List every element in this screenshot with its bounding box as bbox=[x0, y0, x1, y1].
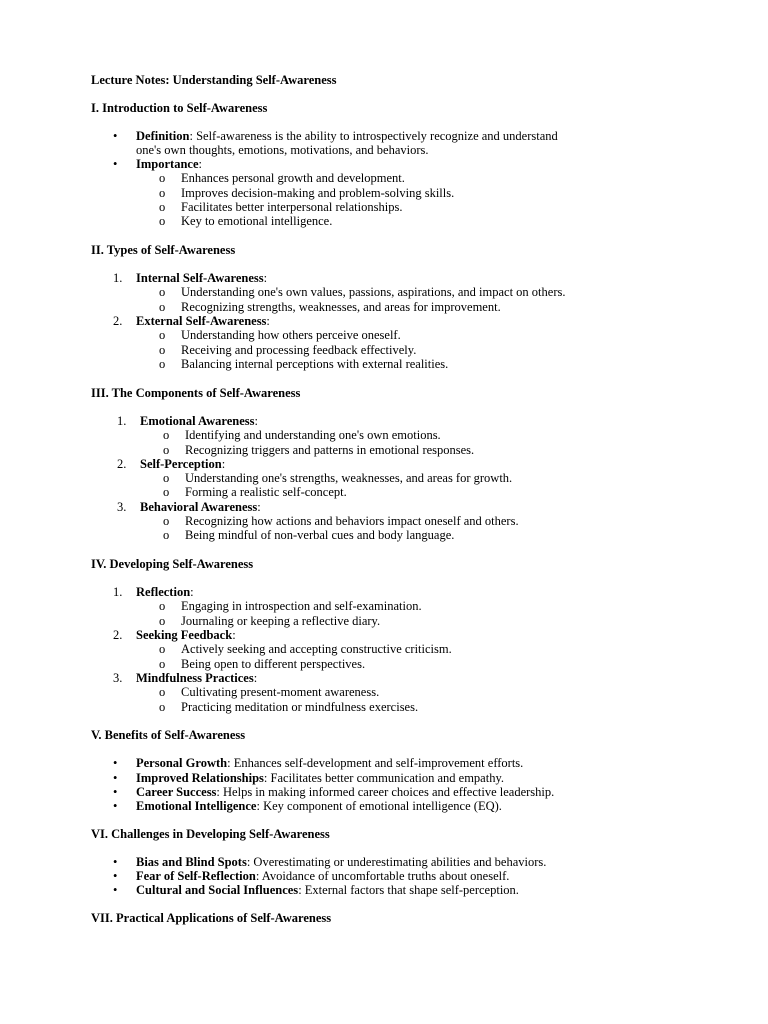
list-item bbox=[136, 756, 523, 770]
item-term: Cultural and Social Influences bbox=[136, 883, 299, 897]
item-term: Emotional Intelligence bbox=[136, 799, 257, 813]
bullet-circle: o bbox=[159, 171, 166, 185]
bullet-circle: o bbox=[159, 186, 166, 200]
item-text: : bbox=[232, 628, 236, 642]
bullet-disc: • bbox=[113, 883, 118, 897]
item-term: Seeking Feedback bbox=[136, 628, 233, 642]
list-number: 1. bbox=[113, 585, 123, 599]
item-text: : bbox=[198, 157, 202, 171]
item-text: : External factors that shape self-perception. bbox=[298, 883, 519, 897]
list-item bbox=[136, 585, 194, 599]
sub-item: Forming a realistic self-concept. bbox=[185, 485, 347, 499]
bullet-circle: o bbox=[163, 528, 170, 542]
sub-item: Engaging in introspection and self-examination. bbox=[181, 599, 422, 613]
list-number: 2. bbox=[113, 628, 123, 642]
section-heading-5: V. Benefits of Self-Awareness bbox=[91, 728, 246, 742]
bullet-disc: • bbox=[113, 869, 118, 883]
list-number: 3. bbox=[113, 671, 123, 685]
bullet-circle: o bbox=[163, 443, 170, 457]
sub-item: Balancing internal perceptions with external realities. bbox=[181, 357, 449, 371]
item-term: Behavioral Awareness bbox=[140, 500, 258, 514]
list-item bbox=[136, 869, 509, 883]
sub-item: Being open to different perspectives. bbox=[181, 657, 366, 671]
item-term: External Self-Awareness bbox=[136, 314, 267, 328]
item-term: Self-Perception bbox=[140, 457, 222, 471]
bullet-circle: o bbox=[159, 642, 166, 656]
section-heading-1: I. Introduction to Self-Awareness bbox=[91, 101, 268, 115]
bullet-disc: • bbox=[113, 855, 118, 869]
list-item bbox=[136, 883, 519, 897]
page-title: Lecture Notes: Understanding Self-Awareness bbox=[91, 73, 337, 87]
bullet-disc: • bbox=[113, 799, 118, 813]
section-heading-2: II. Types of Self-Awareness bbox=[91, 243, 236, 257]
list-item bbox=[140, 457, 225, 471]
item-text: : bbox=[190, 585, 194, 599]
bullet-circle: o bbox=[163, 514, 170, 528]
bullet-disc: • bbox=[113, 771, 118, 785]
list-item bbox=[136, 271, 267, 285]
item-term: Internal Self-Awareness bbox=[136, 271, 264, 285]
bullet-circle: o bbox=[159, 328, 166, 342]
list-item bbox=[136, 771, 504, 785]
list-item bbox=[136, 628, 236, 642]
list-item bbox=[136, 799, 502, 813]
bullet-circle: o bbox=[163, 428, 170, 442]
sub-item: Journaling or keeping a reflective diary. bbox=[181, 614, 381, 628]
bullet-disc: • bbox=[113, 756, 118, 770]
list-number: 3. bbox=[117, 500, 127, 514]
sub-item: Facilitates better interpersonal relationships. bbox=[181, 200, 403, 214]
item-text: : Key component of emotional intelligence (EQ). bbox=[256, 799, 502, 813]
item-text: : Helps in making informed career choices and effective leadership. bbox=[216, 785, 555, 799]
bullet-circle: o bbox=[159, 200, 166, 214]
item-term: Importance bbox=[136, 157, 199, 171]
item-term: Personal Growth bbox=[136, 756, 228, 770]
item-text: : Facilitates better communication and empathy. bbox=[263, 771, 505, 785]
bullet-circle: o bbox=[159, 214, 166, 228]
list-number: 1. bbox=[117, 414, 127, 428]
bullet-circle: o bbox=[159, 685, 166, 699]
list-item bbox=[136, 129, 558, 143]
item-term: Emotional Awareness bbox=[140, 414, 255, 428]
bullet-circle: o bbox=[159, 700, 166, 714]
sub-item: Understanding one's strengths, weaknesses, and areas for growth. bbox=[185, 471, 513, 485]
sub-item: Practicing meditation or mindfulness exercises. bbox=[181, 700, 419, 714]
sub-item: Key to emotional intelligence. bbox=[181, 214, 333, 228]
item-term: Reflection bbox=[136, 585, 191, 599]
item-text: : bbox=[257, 500, 261, 514]
bullet-circle: o bbox=[159, 599, 166, 613]
section-heading-4: IV. Developing Self-Awareness bbox=[91, 557, 254, 571]
list-number: 1. bbox=[113, 271, 123, 285]
bullet-circle: o bbox=[159, 357, 166, 371]
list-number: 2. bbox=[113, 314, 123, 328]
list-item bbox=[140, 414, 258, 428]
item-text: : Overestimating or underestimating abilities and behaviors. bbox=[246, 855, 547, 869]
sub-item: Receiving and processing feedback effectively. bbox=[181, 343, 417, 357]
item-term: Mindfulness Practices bbox=[136, 671, 254, 685]
item-text: : Avoidance of uncomfortable truths about oneself. bbox=[255, 869, 510, 883]
sub-item: Understanding how others perceive oneself. bbox=[181, 328, 401, 342]
item-term: Definition bbox=[136, 129, 190, 143]
item-text: : bbox=[253, 671, 258, 685]
bullet-disc: • bbox=[113, 785, 118, 799]
item-text: : bbox=[263, 271, 268, 285]
list-item bbox=[136, 314, 270, 328]
sub-item: Improves decision-making and problem-solving skills. bbox=[181, 186, 455, 200]
section-heading-3: III. The Components of Self-Awareness bbox=[91, 386, 301, 400]
item-text: : bbox=[221, 457, 226, 471]
list-item bbox=[136, 785, 554, 799]
bullet-disc: • bbox=[113, 129, 118, 143]
item-text: : Enhances self-development and self-improvement efforts. bbox=[227, 756, 524, 770]
item-term: Bias and Blind Spots bbox=[136, 855, 247, 869]
bullet-circle: o bbox=[159, 285, 166, 299]
section-heading-6: VI. Challenges in Developing Self-Awareness bbox=[91, 827, 330, 841]
list-item bbox=[136, 671, 257, 685]
bullet-circle: o bbox=[159, 614, 166, 628]
list-item-continuation: one's own thoughts, emotions, motivations, and behaviors. bbox=[136, 143, 429, 157]
sub-item: Identifying and understanding one's own emotions. bbox=[185, 428, 441, 442]
item-term: Improved Relationships bbox=[136, 771, 264, 785]
list-number: 2. bbox=[117, 457, 127, 471]
bullet-circle: o bbox=[159, 657, 166, 671]
bullet-circle: o bbox=[159, 300, 166, 314]
bullet-circle: o bbox=[163, 485, 170, 499]
bullet-circle: o bbox=[159, 343, 166, 357]
item-term: Fear of Self-Reflection bbox=[136, 869, 256, 883]
list-item bbox=[140, 500, 261, 514]
list-item bbox=[136, 855, 546, 869]
item-text: : bbox=[266, 314, 270, 328]
item-text: : bbox=[254, 414, 258, 428]
sub-item: Being mindful of non-verbal cues and body language. bbox=[185, 528, 455, 542]
sub-item: Understanding one's own values, passions, aspirations, and impact on others. bbox=[181, 285, 566, 299]
sub-item: Actively seeking and accepting constructive criticism. bbox=[181, 642, 452, 656]
sub-item: Cultivating present-moment awareness. bbox=[181, 685, 380, 699]
sub-item: Recognizing triggers and patterns in emotional responses. bbox=[185, 443, 475, 457]
bullet-circle: o bbox=[163, 471, 170, 485]
item-text: : Self-awareness is the ability to introspectively recognize and understand bbox=[189, 129, 558, 143]
list-item bbox=[136, 157, 202, 171]
item-term: Career Success bbox=[136, 785, 217, 799]
sub-item: Enhances personal growth and development. bbox=[181, 171, 405, 185]
bullet-disc: • bbox=[113, 157, 118, 171]
sub-item: Recognizing how actions and behaviors impact oneself and others. bbox=[185, 514, 519, 528]
sub-item: Recognizing strengths, weaknesses, and areas for improvement. bbox=[181, 300, 501, 314]
section-heading-7: VII. Practical Applications of Self-Awareness bbox=[91, 911, 332, 925]
